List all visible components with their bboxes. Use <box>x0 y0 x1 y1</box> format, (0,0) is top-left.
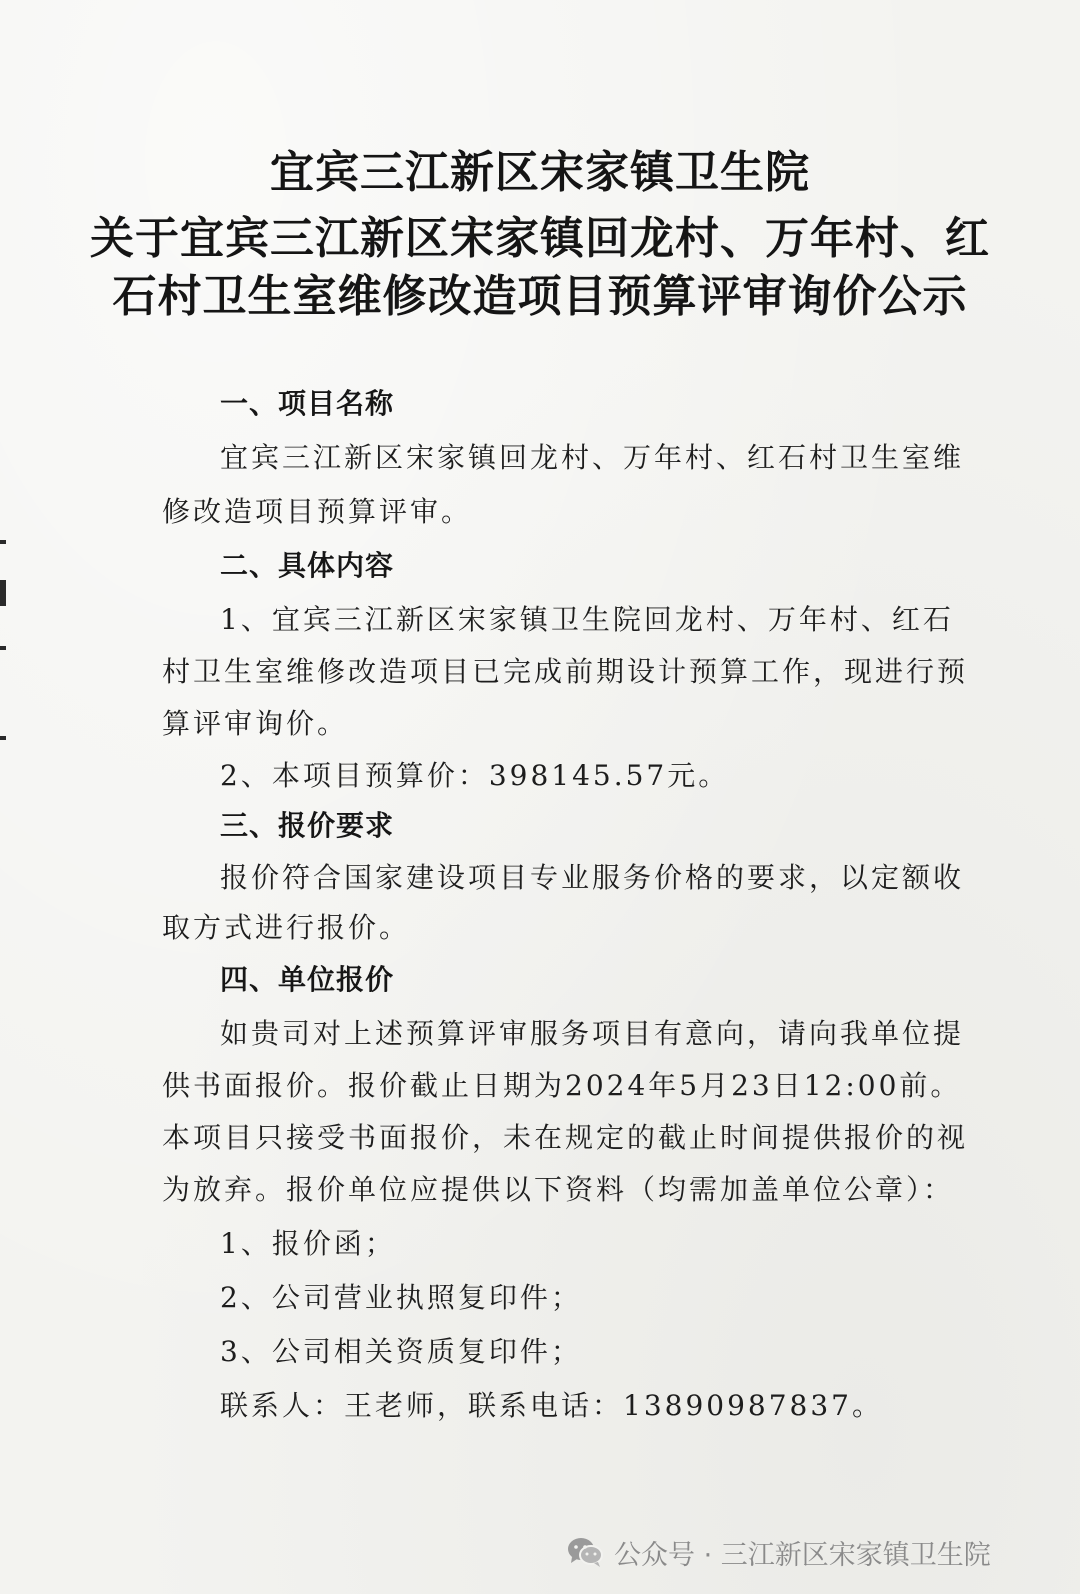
section-3-line-1: 报价符合国家建设项目专业服务价格的要求，以定额收 <box>220 861 965 894</box>
scan-mark <box>0 580 6 606</box>
section-4-line-1: 如贵司对上述预算评审服务项目有意向，请向我单位提 <box>220 1017 965 1050</box>
section-1-heading: 一、项目名称 <box>220 387 395 420</box>
section-1-line-1: 宜宾三江新区宋家镇回龙村、万年村、红石村卫生室维 <box>220 441 965 474</box>
section-4-line-6: 2、公司营业执照复印件； <box>220 1281 582 1314</box>
wechat-icon <box>566 1536 604 1568</box>
section-1-line-2: 修改造项目预算评审。 <box>162 495 473 528</box>
section-2-line-1: 1、宜宾三江新区宋家镇卫生院回龙村、万年村、红石 <box>220 603 954 636</box>
section-2-line-2: 村卫生室维修改造项目已完成前期设计预算工作，现进行预 <box>162 655 969 688</box>
section-4-line-2: 供书面报价。报价截止日期为2024年5月23日12:00前。 <box>162 1069 962 1102</box>
scan-mark <box>0 736 6 740</box>
section-4-line-3: 本项目只接受书面报价，未在规定的截止时间提供报价的视 <box>162 1121 969 1154</box>
title-line-2: 关于宜宾三江新区宋家镇回龙村、万年村、红 <box>90 213 990 264</box>
section-4-line-8: 联系人：王老师，联系电话：13890987837。 <box>220 1389 883 1422</box>
section-4-heading: 四、单位报价 <box>220 963 395 996</box>
section-3-line-2: 取方式进行报价。 <box>162 911 411 944</box>
section-4-line-7: 3、公司相关资质复印件； <box>220 1335 582 1368</box>
title-line-1: 宜宾三江新区宋家镇卫生院 <box>270 147 810 198</box>
section-2-line-3: 算评审询价。 <box>162 707 349 740</box>
section-3-heading: 三、报价要求 <box>220 809 395 842</box>
title-line-3: 石村卫生室维修改造项目预算评审询价公示 <box>112 271 968 322</box>
section-4-line-4: 为放弃。报价单位应提供以下资料（均需加盖单位公章）： <box>162 1173 955 1206</box>
section-2-heading: 二、具体内容 <box>220 549 395 582</box>
scan-mark <box>0 540 6 544</box>
section-2-line-4: 2、本项目预算价：398145.57元。 <box>220 759 730 792</box>
scan-mark <box>0 646 6 650</box>
wechat-watermark <box>566 1532 991 1572</box>
section-4-line-5: 1、报价函； <box>220 1227 396 1260</box>
watermark-text: 公众号 · 三江新区宋家镇卫生院 <box>614 1539 991 1571</box>
